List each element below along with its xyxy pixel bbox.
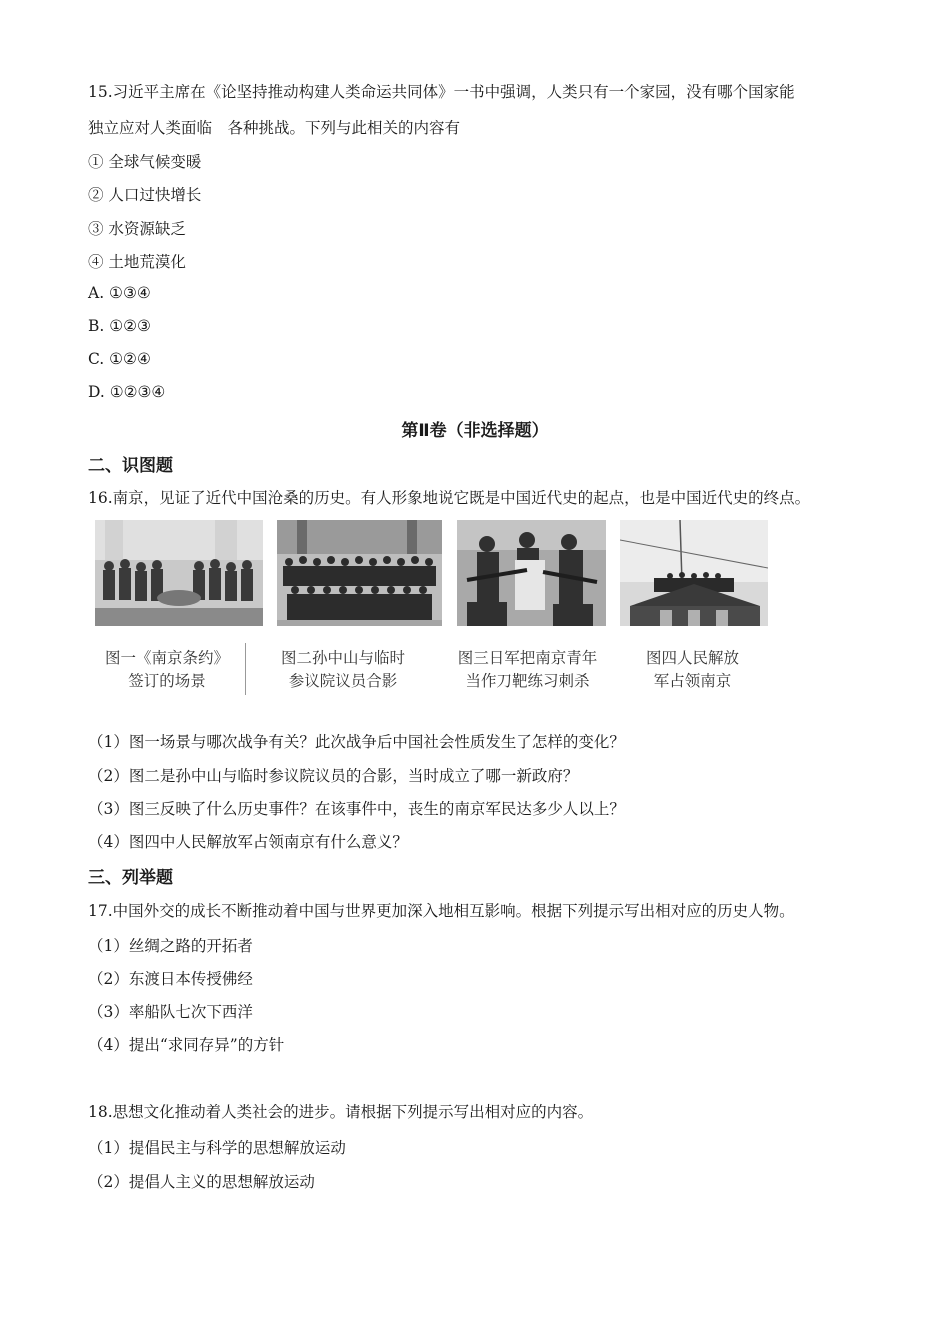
photo-nanjing-treaty [95,520,263,626]
caption-figure-3 [440,647,615,693]
q18-sub-2: （2）提倡人主义的思想解放运动 [88,1173,315,1191]
caption-figure-1-line2: 签订的场景 [128,672,206,690]
part2-title: 第Ⅱ卷（非选择题） [401,421,549,441]
caption-figure-3-line2: 当作刀靶练习刺杀 [465,672,590,690]
caption-figure-4-line1: 图四人民解放 [645,649,739,667]
caption-figure-1-line1: 图一《南京条约》 [104,649,229,667]
q17-sub-3: （3）率船队七次下西洋 [88,1003,253,1021]
q17-sub-4: （4）提出“求同存异”的方针 [88,1036,285,1054]
q15-item-3: ③ 水资源缺乏 [88,220,186,238]
caption-divider-1 [245,643,246,695]
q15-stem-line1: 15.习近平主席在《论坚持推动构建人类命运共同体》一书中强调，人类只有一个家园，没有哪个国家能 [88,83,795,101]
q16-stem: 16.南京，见证了近代中国沧桑的历史。有人形象地说它既是中国近代史的起点，也是中国近代史的终点。 [88,489,811,507]
q15-option-d: D. ①②③④ [88,383,166,401]
section2-heading: 二、识图题 [88,456,173,476]
q16-sub-2: （2）图二是孙中山与临时参议院议员的合影，当时成立了哪一新政府？ [88,767,579,785]
photo-sun-yatsen-group [277,520,442,626]
caption-figure-2 [263,647,423,693]
q15-option-c: C. ①②④ [88,350,151,368]
q16-sub-1: （1）图一场景与哪次战争有关？此次战争后中国社会性质发生了怎样的变化？ [88,733,625,751]
caption-figure-4 [630,647,755,693]
q16-sub-4: （4）图四中人民解放军占领南京有什么意义？ [88,833,408,851]
q17-stem: 17.中国外交的成长不断推动着中国与世界更加深入地相互影响。根据下列提示写出相对应的历史人物。 [88,902,795,920]
q15-item-4: ④ 土地荒漠化 [88,253,186,271]
photo-pla-nanjing [620,520,768,626]
q17-sub-1: （1）丝绸之路的开拓者 [88,937,253,955]
caption-figure-2-line1: 图二孙中山与临时 [280,649,405,667]
q15-item-1: ① 全球气候变暖 [88,153,202,171]
q16-sub-3: （3）图三反映了什么历史事件？在该事件中，丧生的南京军民达多少人以上？ [88,800,625,818]
caption-figure-1 [93,647,241,693]
q17-sub-2: （2）东渡日本传授佛经 [88,970,253,988]
q15-item-2: ② 人口过快增长 [88,186,202,204]
q18-stem: 18.思想文化推动着人类社会的进步。请根据下列提示写出相对应的内容。 [88,1103,594,1121]
section3-heading: 三、列举题 [88,868,173,888]
q15-option-a: A. ①③④ [88,284,151,302]
caption-figure-3-line1: 图三日军把南京青年 [457,649,598,667]
q15-option-b: B. ①②③ [88,317,151,335]
photo-nanjing-massacre [457,520,606,626]
q18-sub-1: （1）提倡民主与科学的思想解放运动 [88,1139,346,1157]
caption-figure-2-line2: 参议院议员合影 [288,672,398,690]
caption-figure-4-line2: 军占领南京 [653,672,732,690]
q15-stem-line2: 独立应对人类面临 各种挑战。下列与此相关的内容有 [88,119,461,137]
